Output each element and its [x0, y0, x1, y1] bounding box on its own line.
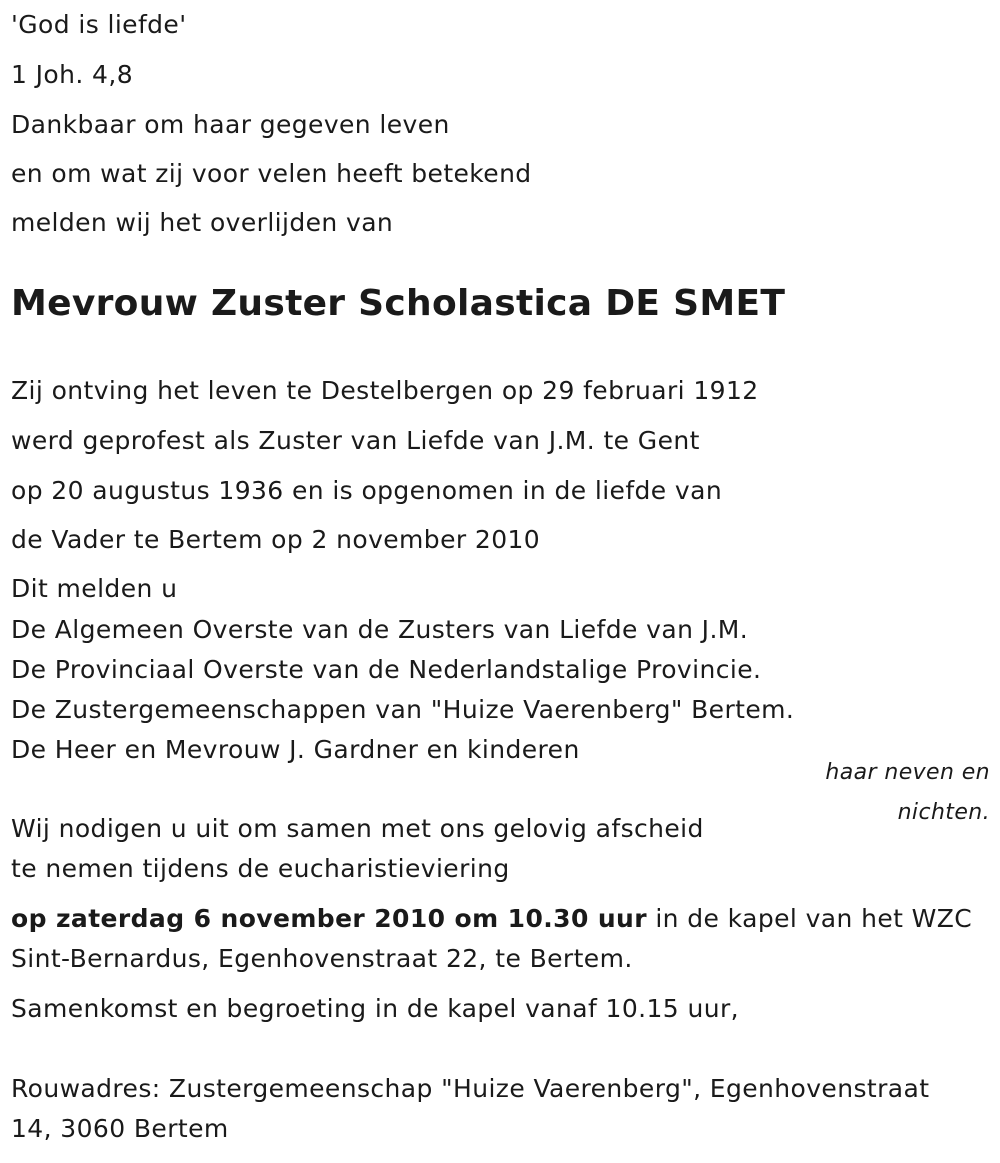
- biography-line: werd geprofest als Zuster van Liefde van J.M. te Gent: [11, 426, 700, 455]
- deceased-name: Mevrouw Zuster Scholastica DE SMET: [11, 283, 786, 324]
- intro-line: Dankbaar om haar gegeven leven: [11, 110, 450, 139]
- mourning-address: 14, 3060 Bertem: [11, 1114, 229, 1143]
- aside-note-line: nichten.: [897, 800, 990, 825]
- announcer-line: De Heer en Mevrouw J. Gardner en kinderen: [11, 735, 580, 764]
- ceremony-location: in de kapel van het WZC: [646, 904, 973, 933]
- bible-quote: 'God is liefde': [11, 10, 187, 39]
- mourning-address: Rouwadres: Zustergemeenschap "Huize Vaerenberg", Egenhovenstraat: [11, 1074, 930, 1103]
- announcers-intro: Dit melden u: [11, 574, 178, 603]
- ceremony-address: Sint-Bernardus, Egenhovenstraat 22, te Bertem.: [11, 944, 633, 973]
- ceremony-date: op zaterdag 6 november 2010 om 10.30 uur: [11, 904, 647, 933]
- invitation-line: Wij nodigen u uit om samen met ons gelovig afscheid: [11, 814, 704, 843]
- announcer-line: De Algemeen Overste van de Zusters van Liefde van J.M.: [11, 615, 749, 644]
- biography-line: op 20 augustus 1936 en is opgenomen in de liefde van: [11, 476, 723, 505]
- aside-note-line: haar neven en: [825, 760, 990, 785]
- bible-reference: 1 Joh. 4,8: [11, 60, 134, 89]
- biography-line: Zij ontving het leven te Destelbergen op 29 februari 1912: [11, 376, 759, 405]
- invitation-line: te nemen tijdens de eucharistieviering: [11, 854, 510, 883]
- intro-line: melden wij het overlijden van: [11, 208, 394, 237]
- ceremony-date-line: [11, 904, 972, 934]
- announcer-line: De Provinciaal Overste van de Nederlandstalige Provincie.: [11, 655, 762, 684]
- intro-line: en om wat zij voor velen heeft betekend: [11, 159, 532, 188]
- biography-line: de Vader te Bertem op 2 november 2010: [11, 525, 541, 554]
- gathering-note: Samenkomst en begroeting in de kapel vanaf 10.15 uur,: [11, 994, 739, 1023]
- announcer-line: De Zustergemeenschappen van "Huize Vaerenberg" Bertem.: [11, 695, 795, 724]
